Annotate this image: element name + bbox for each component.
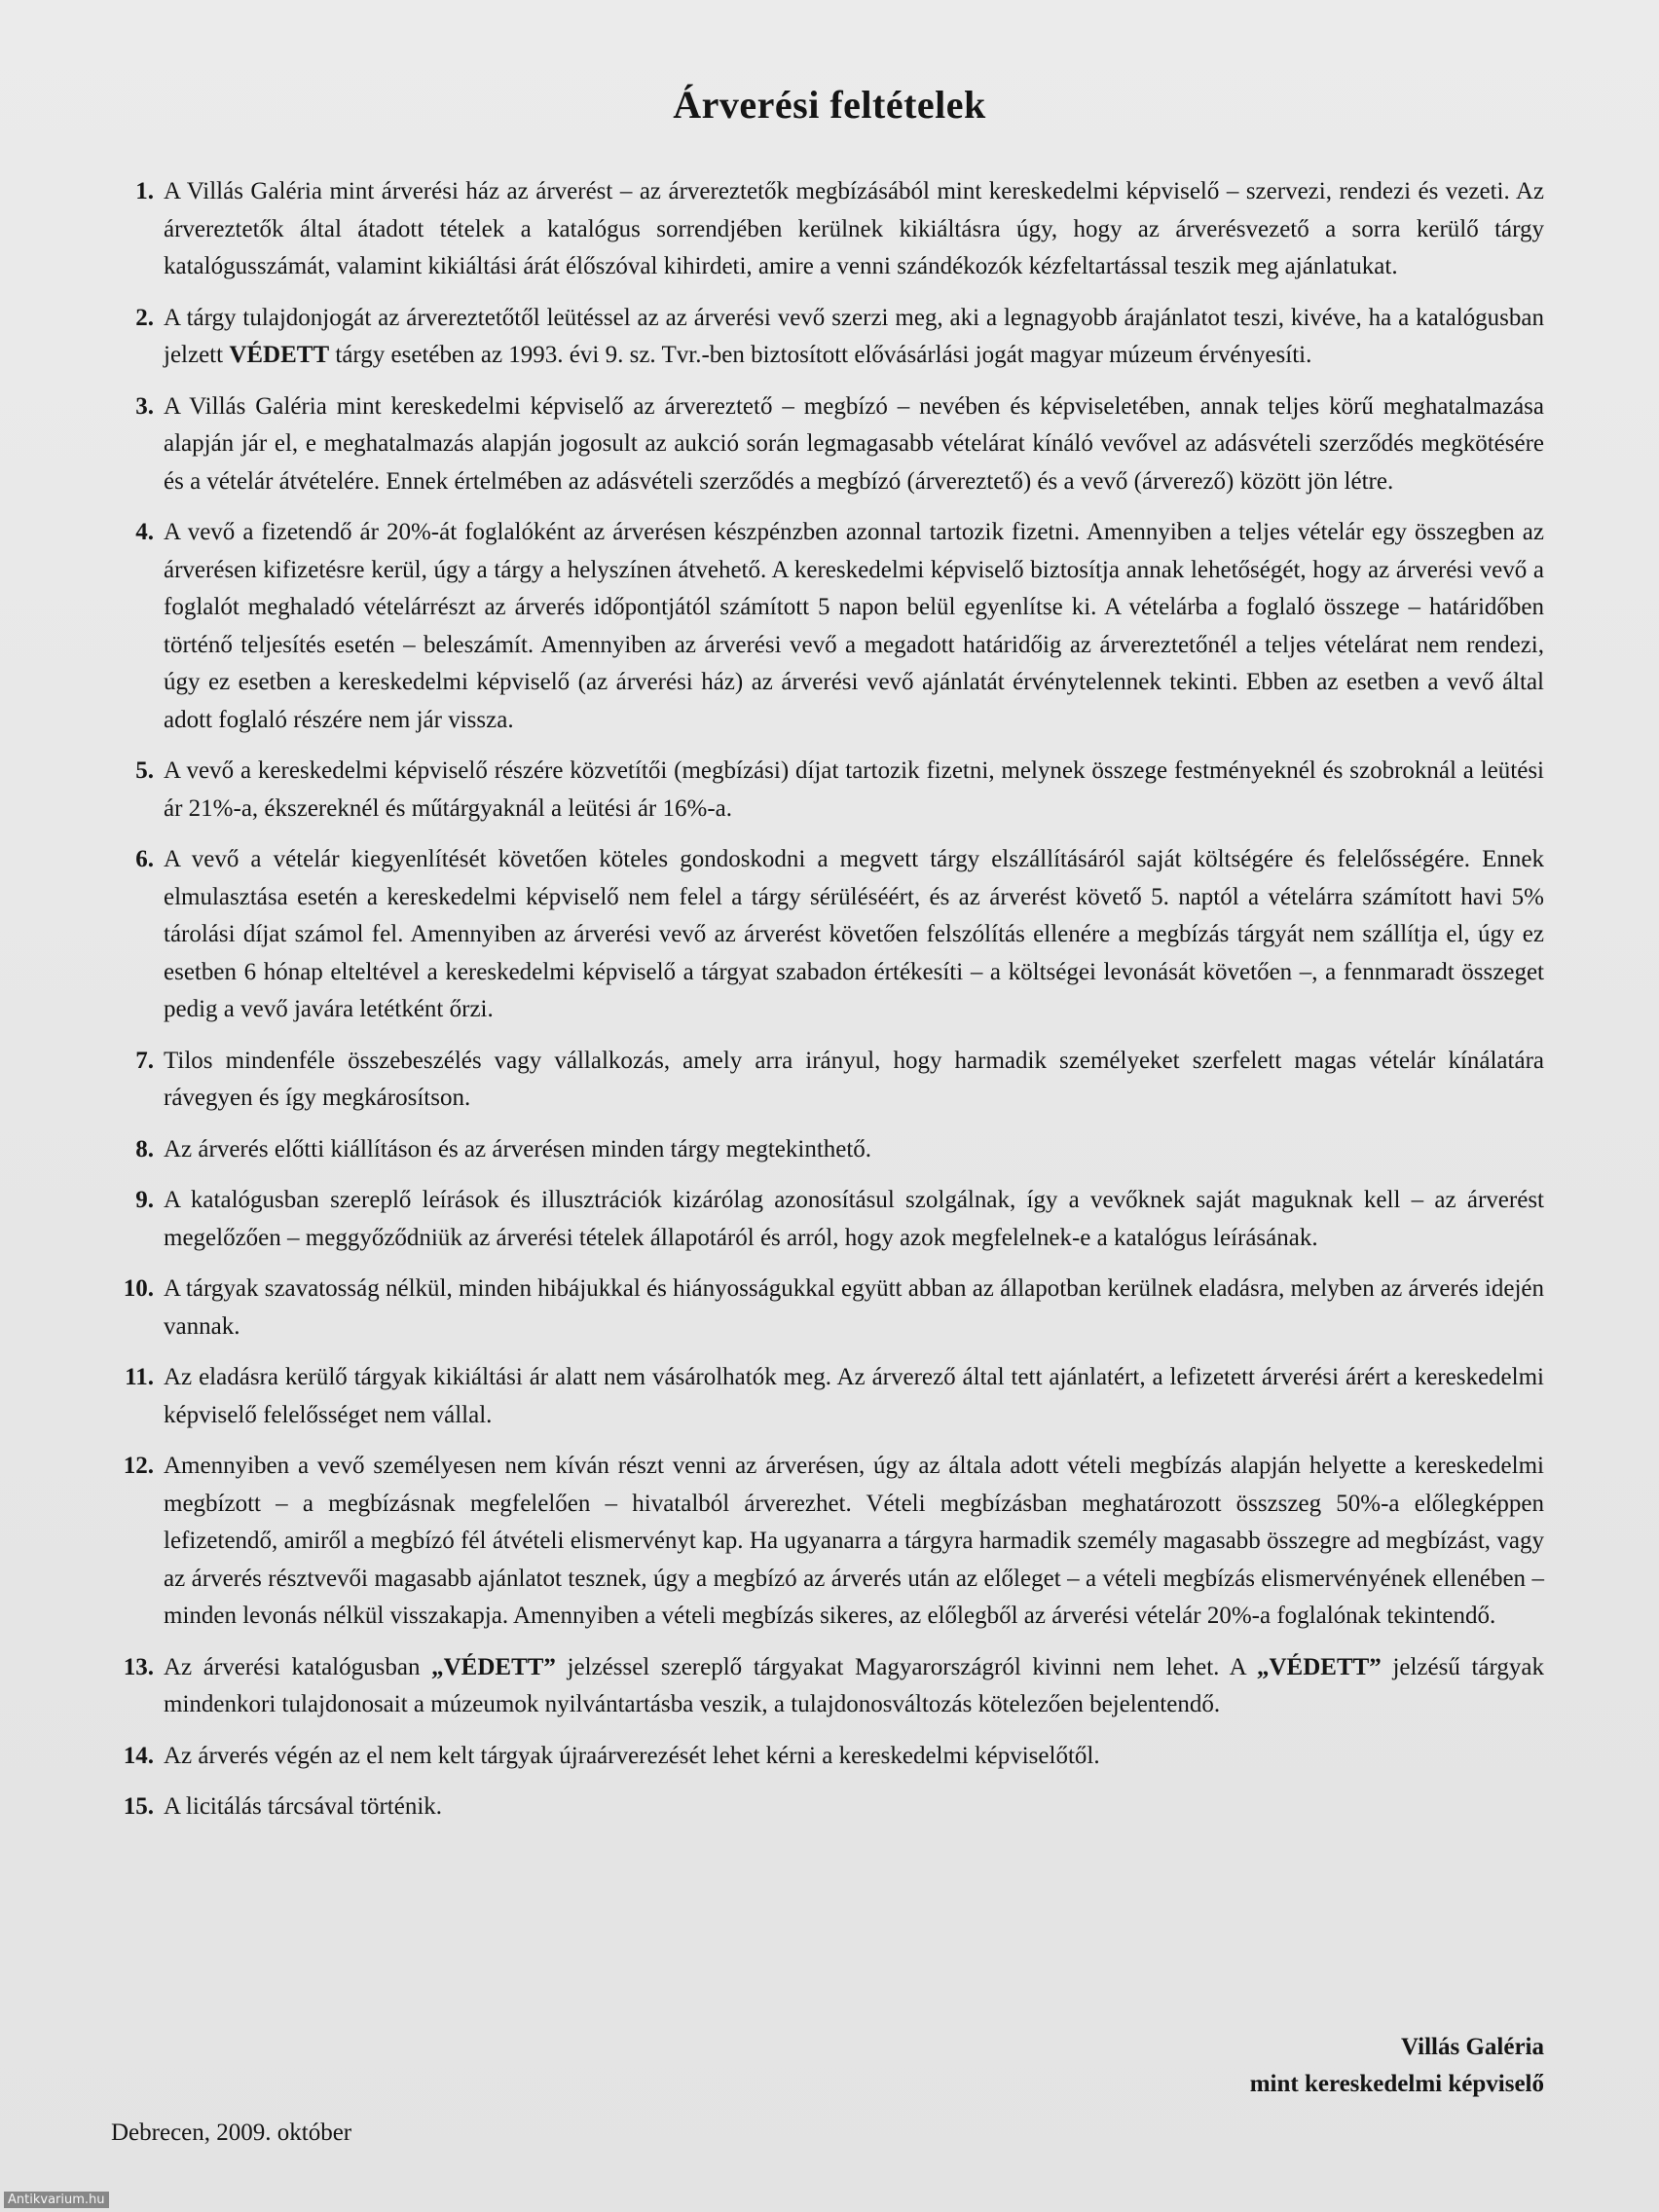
term-item-4 bbox=[111, 514, 1544, 739]
term-number: 2. bbox=[135, 304, 154, 331]
term-text: A katalógusban szereplő leírások és illusztrációk kizárólag azonosításul szolgálnak, így a vevőknek saját maguknak kell – az árverést megelőzően – meggyőződniük az árverési tételek állapotáról és arról, hogy azok megfelelnek-e a katalógus leírásának. bbox=[164, 1187, 1544, 1251]
term-number: 4. bbox=[135, 519, 154, 545]
term-number: 14. bbox=[123, 1742, 154, 1769]
term-item-6 bbox=[111, 841, 1544, 1029]
term-text: A licitálás tárcsával történik. bbox=[164, 1793, 443, 1820]
term-text-part: A tárgy tulajdonjogát az árvereztetőtől leütéssel az az árverési vevő szerzi meg, aki a legnagyobb árajánlatot teszi, kivéve, ha a katalógusban jelzett bbox=[164, 304, 1544, 368]
term-item-13 bbox=[111, 1649, 1544, 1724]
term-item-12 bbox=[111, 1448, 1544, 1636]
document-title: Árverési feltételek bbox=[673, 83, 986, 127]
term-text bbox=[164, 300, 1544, 375]
term-text: A vevő a vételár kiegyenlítését követően köteles gondoskodni a megvett tárgy elszállításáról saját költségére és felelősségére. Ennek elmulasztása esetén a kereskedelmi képviselő nem felel a tárgy sérüléséért, és az árverést követő 5. naptól a vételárra számított havi 5% tárolási díjat számol fel. Amennyiben az árverési vevő az árverést követően felszólítás ellenére a megbízás tárgyát nem szállítja el, úgy ez esetben 6 hónap elteltével a kereskedelmi képviselő a tárgyat szabadon értékesíti – a költségei levonását követően –, a fennmaradt összeget pedig a vevő javára letétként őrzi. bbox=[164, 846, 1544, 1022]
term-text: A Villás Galéria mint kereskedelmi képviselő az árvereztető – megbízó – nevében és képviseletében, annak teljes körű meghatalmazása alapján jár el, e meghatalmazás alapján jogosult az aukció során legmagasabb vételárat kínáló vevővel az adásvételi szerződés megkötésére és a vételár átvételére. Ennek értelmében az adásvételi szerződés a megbízó (árvereztető) és a vevő (árverező) között jön létre. bbox=[164, 392, 1544, 495]
term-number: 6. bbox=[135, 846, 154, 872]
term-number: 7. bbox=[135, 1047, 154, 1074]
term-text bbox=[164, 1649, 1544, 1724]
term-item-11 bbox=[111, 1359, 1544, 1434]
term-text: Az árverés előtti kiállításon és az árverésen minden tárgy megtekinthető. bbox=[164, 1135, 872, 1162]
term-text: A tárgyak szavatosság nélkül, minden hibájukkal és hiányosságukkal együtt abban az állapotban kerülnek eladásra, melyben az árverés idején vannak. bbox=[164, 1275, 1544, 1340]
term-text: Tilos mindenféle összebeszélés vagy vállalkozás, amely arra irányul, hogy harmadik személyeket szerfelett magas vételár kínálatára rávegyen és így megkárosítson. bbox=[164, 1047, 1544, 1111]
signature-organization: Villás Galéria bbox=[1401, 2034, 1544, 2060]
term-item-9 bbox=[111, 1182, 1544, 1257]
term-text-part: Az árverési katalógusban bbox=[164, 1653, 432, 1680]
term-item-8 bbox=[111, 1131, 1544, 1169]
watermark-label: Antikvarium.hu bbox=[4, 2192, 109, 2208]
term-text: A Villás Galéria mint árverési ház az árverést – az árvereztetők megbízásából mint kereskedelmi képviselő – szervezi, rendezi és vezeti. Az árvereztetők által átadott tételek a katalógus sorrendjében kerülnek kikiáltásra úgy, hogy az árverésvezető a sorra kerülő tárgy katalógusszámát, valamint kikiáltási árát élőszóval kihirdeti, amire a venni szándékozók kézfeltartással teszik meg ajánlatukat. bbox=[164, 178, 1544, 279]
protected-label: „VÉDETT” bbox=[431, 1653, 556, 1680]
term-number: 11. bbox=[125, 1364, 154, 1390]
term-number: 1. bbox=[135, 178, 154, 204]
term-item-14 bbox=[111, 1738, 1544, 1776]
term-number: 8. bbox=[135, 1135, 154, 1162]
term-item-15 bbox=[111, 1788, 1544, 1826]
term-number: 9. bbox=[135, 1187, 154, 1213]
term-number: 15. bbox=[123, 1793, 154, 1820]
term-number: 5. bbox=[135, 757, 154, 784]
term-item-7 bbox=[111, 1043, 1544, 1118]
term-text: Az árverés végén az el nem kelt tárgyak újraárverezését lehet kérni a kereskedelmi képviselőtől. bbox=[164, 1742, 1100, 1769]
protected-label: VÉDETT bbox=[229, 342, 330, 368]
term-text: Az eladásra kerülő tárgyak kikiáltási ár alatt nem vásárolhatók meg. Az árverező által tett ajánlatért, a lefizetett árverési árért a kereskedelmi képviselő felelősséget nem vállal. bbox=[164, 1364, 1544, 1428]
term-text-part: tárgy esetében az 1993. évi 9. sz. Tvr.-ben biztosított elővásárlási jogát magyar múzeum érvényesíti. bbox=[329, 342, 1312, 368]
signature-role: mint kereskedelmi képviselő bbox=[1249, 2071, 1544, 2097]
protected-label: „VÉDETT” bbox=[1256, 1653, 1382, 1680]
place-and-date: Debrecen, 2009. október bbox=[111, 2120, 352, 2146]
term-text: A vevő a kereskedelmi képviselő részére közvetítői (megbízási) díjat tartozik fizetni, melynek összege festményeknél és szobroknál a leütési ár 21%-a, ékszereknél és műtárgyaknál a leütési ár 16%-a. bbox=[164, 757, 1544, 822]
term-text-part: jelzéssel szereplő tárgyakat Magyarországról kivinni nem lehet. A bbox=[555, 1653, 1257, 1680]
term-number: 10. bbox=[123, 1275, 154, 1302]
term-number: 3. bbox=[135, 392, 154, 420]
term-number: 12. bbox=[123, 1453, 154, 1479]
terms-list bbox=[111, 173, 1544, 1840]
term-number: 13. bbox=[123, 1653, 154, 1680]
term-text-part: jelzésű tárgyak mindenkori tulajdonosait a múzeumok nyilvántartásba veszik, a tulajdonosváltozás kötelezően bejelentendő. bbox=[164, 1653, 1544, 1717]
term-item-2 bbox=[111, 300, 1544, 375]
term-item-5 bbox=[111, 753, 1544, 828]
term-item-10 bbox=[111, 1271, 1544, 1346]
term-item-1 bbox=[111, 173, 1544, 286]
signature-block bbox=[1250, 2029, 1544, 2103]
term-text: Amennyiben a vevő személyesen nem kíván részt venni az árverésen, úgy az általa adott vételi megbízás alapján helyette a kereskedelmi megbízott – a megbízásnak megfelelően – hivatalból árverezhet. Vételi megbízásban meghatározott összszeg 50%-a előlegképpen lefizetendő, amiről a megbízó fél átvételi elismervényt kap. Ha ugyanarra a tárgyra harmadik személy magasabb összegre ad megbízást, vagy az árverés résztvevői magasabb ajánlatot tesznek, úgy a megbízó az árverés után az előleget – a vételi megbízás elismervényének ellenében – minden levonás nélkül visszakapja. Amennyiben a vételi megbízás sikeres, az előlegből az árverési vételár 20%-a foglalónak tekintendő. bbox=[164, 1453, 1544, 1629]
term-item-3 bbox=[111, 388, 1544, 501]
term-text: A vevő a fizetendő ár 20%-át foglalóként az árverésen készpénzben azonnal tartozik fizetni. Amennyiben a teljes vételár egy összegben az árverésen kifizetésre kerül, úgy a tárgy a helyszínen átvehető. A kereskedelmi képviselő biztosítja annak lehetőségét, hogy az árverési vevő a foglalót meghaladó vételárrészt az árverés időpontjától számított 5 napon belül egyenlítse ki. A vételárba a foglaló összege – határidőben történő teljesítés esetén – beleszámít. Amennyiben az árverési vevő a megadott határidőig az árvereztetőnél a teljes vételárat nem rendezi, úgy ez esetben a kereskedelmi képviselő (az árverési ház) az árverési vevő ajánlatát érvénytelennek tekinti. Ebben az esetben a vevő által adott foglaló részére nem jár vissza. bbox=[164, 519, 1544, 733]
